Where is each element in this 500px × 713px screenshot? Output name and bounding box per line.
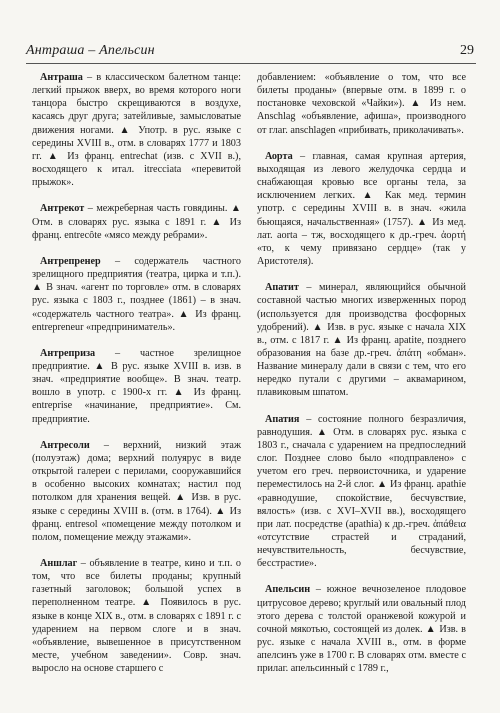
- entry-definition: – частное зрелищное предприятие. ▲ В рус. языке XVIII в. изв. в знач. «предприятие вообще». В знач. театр. вошло в употр. с 1900-х гг. ▲ Из франц. entreprise «начинание, предприятие». См. предприятие.: [32, 347, 241, 425]
- entry-headword: Антреприза: [40, 347, 96, 359]
- dictionary-entry: [257, 413, 466, 571]
- entry-definition: – южное вечнозеленое плодовое цитрусовое дерево; круглый или овальный плод этого дерева с толстой оранжевой кожурой и сочной мякотью, состоящей из долек. ▲ Изв. в рус. языке с начала XVIII в., отм. в форме апелсинъ уже в 1700 г. В словарях отм. вместе с прилаг. апельсинный с 1789 г.,: [257, 584, 466, 675]
- entry-headword: Антраша: [40, 72, 83, 83]
- left-column: [32, 71, 241, 688]
- entry-headword: Апельсин: [265, 584, 311, 596]
- entry-headword: Аорта: [265, 150, 293, 162]
- entry-definition: – содержатель частного зрелищного предприятия (театра, цирка и т.п.). ▲ В знач. «агент по торговле» отм. в словарях рус. языка с 1803 г., позднее (1861) – в знач. «содержатель частного театра». ▲ Из франц. entrepreneur «предприниматель».: [32, 255, 241, 333]
- dictionary-entry: [32, 439, 241, 544]
- dictionary-entry: [32, 202, 241, 241]
- dictionary-entry: [257, 583, 466, 675]
- entry-headword: Антресоли: [40, 439, 90, 451]
- running-header: [26, 41, 476, 64]
- running-title: Антраша – Апельсин: [26, 43, 155, 58]
- entry-definition: – межреберная часть говядины. ▲ Отм. в словарях рус. языка с 1891 г. ▲ Из франц. entrecôte «мясо между ребрами».: [32, 203, 241, 241]
- dictionary-entry: [257, 281, 466, 399]
- entry-headword: Апатит: [265, 282, 299, 294]
- entry-definition: добавлением: «объявление о том, что все билеты проданы» (впервые отм. в 1899 г. о постановке чеховской «Чайки»). ▲ Из нем. Anschlag «объявление, афиша», производного от глаг. anschlagen «прибивать, приколачивать».: [257, 72, 466, 136]
- entry-definition: – главная, самая крупная артерия, выходящая из левого желудочка сердца и снабжающая кровью все органы тела, за исключением легких. ▲ Как мед. термин употр. с середины XVIII в. в знач. «жила бьющаяся, начальственная» (1757). ▲ Из мед. лат. aorta – тж, восходящего к др.-греч. ἀορτή «то, к чему привязано сердце» (так у Аристотеля).: [257, 150, 466, 268]
- entry-definition: – верхний, низкий этаж (полуэтаж) дома; верхний полуярус в виде открытой галереи с перилами, сооружавшийся в особенно высоких комнатах; настил под потолком для хранения вещей. ▲ Изв. в рус. языке с середины XVIII в. (отм. в 1764). ▲ Из франц. entresol «помещение между потолком и полом, помещение между этажами».: [32, 439, 241, 543]
- entry-headword: Антрекот: [40, 203, 85, 215]
- dictionary-entry: [257, 150, 466, 268]
- entry-headword: Антрепренер: [40, 255, 101, 267]
- entry-headword: Аншлаг: [40, 558, 78, 569]
- page-number: 29: [460, 43, 474, 58]
- dictionary-entry-continuation: [257, 71, 466, 137]
- entry-headword: Апатия: [265, 413, 300, 425]
- entry-definition: – в классическом балетном танце: легкий прыжок вверх, во время которого ноги танцора быстро скрещиваются в воздухе, касаясь друг друга; затейливые, замысловатые движения ногами. ▲ Употр. в рус. языке с середины XVIII в., отм. в словарях 1777 и 1803 гг. ▲ Из франц. entrechat (изв. с XVII в.), восходящего к итал. itrecciata «перевитой прыжок».: [32, 72, 241, 189]
- dictionary-entry: [32, 71, 241, 189]
- dictionary-entry: [32, 557, 241, 675]
- entry-definition: – состояние полного безразличия, равнодушия. ▲ Отм. в словарях рус. языка с 1803 г., сначала с ударением на предпоследний слог. Позднее слово было «подправлено» с учетом его греч. первоисточника, и ударение переместилось на 2-й слог. ▲ Из франц. apathie «равнодушие, спокойствие, бесчувствие, вялость» (изв. с XVI–XVII вв.), восходящего при лат. посредстве (apathia) к др.-греч. ἀπάθεια «отсутствие страстей и страданий, нечувствительность, бесчувствие, бесстрастие».: [257, 413, 466, 570]
- dictionary-entry: [32, 347, 241, 426]
- right-column: [257, 71, 466, 689]
- entry-definition: – минерал, являющийся обычной составной частью многих изверженных пород (используется для производства фосфорных удобрений). ▲ Изв. в рус. языке с начала XIX в., отм. с 1817 г. ▲ Из франц. apatite, позднего образования на базе др.-греч. ἀπάτη «обман». Название минералу дали в связи с тем, что его нередко путали с другими – аквамарином, плавиковым шпатом.: [257, 282, 466, 399]
- entry-definition: – объявление в театре, кино и т.п. о том, что все билеты проданы; крупный газетный заголовок; большой успех в переполненном театре. ▲ Появилось в рус. языке в конце XIX в., отм. в словарях с 1891 г. с ударением на первом слоге и в знач. «объявление, вывешенное в присутственном месте, учебном заведении». Совр. знач. выросло на основе старшего с: [32, 558, 241, 675]
- dictionary-entry: [32, 255, 241, 334]
